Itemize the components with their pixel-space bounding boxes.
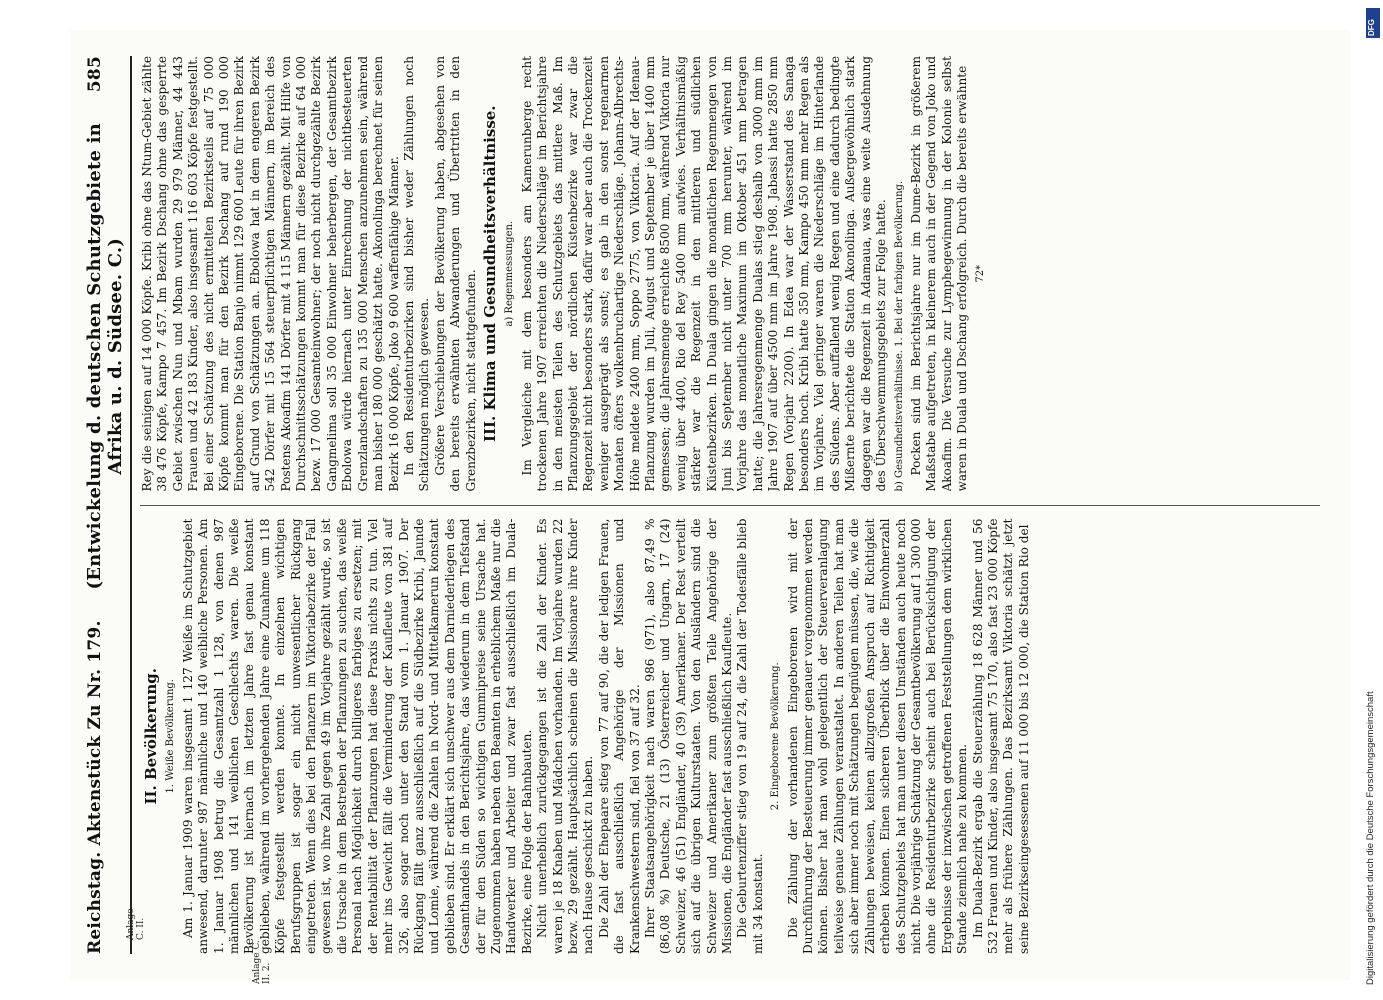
paragraph: Nicht unerheblich zurückgegangen ist die Zahl der Kinder. Es waren je 18 Knaben und Mädchen vorhanden. Im Vorjahre wurden 22 bezw. 29 gezählt. Hauptsächlich scheinen die Missionare ihre Kinder nach Hause geschickt zu haben.: [535, 518, 596, 954]
digitization-credit: [1365, 10, 1379, 990]
paragraph: Die Geburtenziffer stieg von 19 auf 24, die Zahl der Todesfälle blieb mit 34 konstant.: [735, 518, 765, 954]
page-number: 585: [85, 56, 105, 93]
left-column: [140, 506, 1320, 955]
paragraph: Die Zählung der vorhandenen Eingeborenen wird mit der Durchführung der Besteuerung immer genauer vorgenommen werden können. Bisher hat man wohl gelegentlich der Steuerveranlagung teilweise genaue Zählungen veranstaltet. In anderen Teilen hat man sich aber immer noch mit Schätzungen begnügen müssen, die, wie die Zählungen beweisen, keinen allzugroßen Anspruch auf Richtigkeit erheben können. Einen sicheren Überblick über die Einwohnerzahl des Schutzgebiets hat man unter diesen Umständen auch heute noch nicht. Die vorjährige Schätzung der Gesamtbevölkerung auf 1 300 000 ohne die Residenturbezirke scheint auch bei Berücksichtigung der Ergebnisse der inzwischen getroffenen Feststellungen dem wirklichen Stande ziemlich nahe zu kommen.: [785, 518, 970, 954]
section-title-climate: III. Klima und Gesundheitsverhältnisse.: [480, 105, 499, 443]
paragraph: Ihrer Staatsangehörigkeit nach waren 986 (971), also 87,49 % (86,08 %) Deutsche, 21 (13) Österreicher und Ungarn, 17 (24) Schweizer, 46 (51) Engländer, 40 (39) Amerikaner. Der Rest verteilt sich auf die übrigen Kulturstaaten. Von den Ausländern sind die Schweizer und Amerikaner zum größten Teile Angehörige der Missionen, die Engländer fast ausschließlich Kaufleute.: [643, 518, 735, 954]
paragraph: Im Vergleiche mit dem besonders am Kamerunberge recht trockenen Jahre 1907 erreichten die Niederschläge im Berichtsjahre in den meisten Teilen des Schutzgebiets das mittlere Maß. Im Pflanzungsgebiet der nördlichen Küstenbezirke war zwar die Regenzeit nicht besonders stark, dafür war aber auch die Trockenzeit weniger ausgeprägt als sonst; es gab in den sonst regenarmen Monaten öfters wolkenbruchartige Niederschläge. Johann-Albrechts-Höhe meldete 2400 mm, Soppo 2775, von Viktoria. Auf der Idenau-Pflanzung wurden im Juli, August und September je über 1400 mm gemessen; die Jahresmenge erreichte 8500 mm, während Viktoria nur wenig über 4400, Rio del Rey 5400 mm aufwies. Verhältnismäßig stärker war die Regenzeit in den mittleren und südlichen Küstenbezirken. In Duala gingen die monatlichen Regenmengen von Juni bis September nicht unter 700 mm herunter, während im Vorjahre das monatliche Maximum im Oktober 451 mm betragen hatte; die Jahresregenmenge Dualas stieg deshalb von 3000 mm im Jahre 1907 auf über 4500 mm im Jahre 1908. Jabassi hatte 2850 mm Regen (Vorjahr 2200). In Edea war der Wasserstand des Sanaga besonders hoch. Kribi hatte 350 mm, Kampo 450 mm mehr Regen als im Vorjahre. Viel geringer waren die Niederschläge im Hinterlande des Südens. Aber auffallend wenig Regen und eine dadurch bedingte Mißernte berichtete die Station Akonolinga. Außergewöhnlich stark dagegen war die Regenzeit in Adamaua, was eine weite Ausdehnung des Überschwemmungsgebiets zur Folge hatte.: [519, 56, 889, 492]
paragraph: Im Duala-Bezirk ergab die Steuerzählung 18 628 Männer und 56 532 Frauen und Kinder, also insgesamt 75 170, also fast 23 000 Köpfe mehr als frühere Zählungen. Das Bezirksamt Viktoria schätzt jetzt seine Bezirkseingesessenen auf 11 000 bis 12 000, die Station Rio del: [970, 518, 1031, 954]
header-left: Reichstag. Aktenstück Zu Nr. 179.: [85, 620, 105, 954]
scanned-page: [70, 30, 1350, 980]
dfg-logo: DFG: [1366, 8, 1380, 38]
paragraph: In den Residenturbezirken sind bisher weder Zählungen noch Schätzungen möglich gewesen.: [401, 56, 432, 492]
margin-note-2: Anlage C. II. 2.: [252, 940, 272, 984]
paragraph: Größere Verschiebungen der Bevölkerung haben, abgesehen von den bereits erwähnten Abwanderungen und Übertritten in den Grenzbezirken, nicht stattgefunden.: [432, 56, 478, 492]
header-center: (Entwickelung d. deutschen Schutzgebiete in Afrika u. d. Südsee. C.): [84, 123, 126, 590]
subheading-health: b) Gesundheitsverhältnisse. 1. Bei der farbigen Bevölkerung.: [893, 180, 905, 492]
subheading-white-population: 1. Weiße Bevölkerung.: [165, 679, 177, 794]
paragraph: Rey die seinigen auf 14 000 Köpfe. Kribi ohne das Ntum-Gebiet zählte 38 476 Köpfe, Kampo 7 457. Im Bezirk Dschang ohne das gesperrte Gebiet zwischen Nun und Mbam wurden 29 979 Männer, 44 443 Frauen und 42 183 Kinder, also insgesamt 116 603 Köpfe festgestellt. Bei einer Schätzung des nicht ermittelten Bezirksteils auf 75 000 Köpfe kommt man für den Bezirk Dschang auf rund 190 000 Eingeborene. Die Station Banjo nimmt 129 600 Leute für ihren Bezirk auf Grund von Schätzungen an. Ebolowa hat in dem engeren Bezirk 542 Dörfer mit 15 564 steuerpflichtigen Männern, im Bereich des Postens Akoafim 141 Dörfer mit 4 115 Männern gezählt. Mit Hilfe von Durchschnittsschätzungen kommt man für diese Bezirke auf 64 000 bezw. 17 000 Gesamteinwohner; der noch nicht durchgezählte Bezirk Gangmelima soll 35 000 Einwohner beherbergen, der Gesamtbezirk Ebolowa würde hiernach unter Einrechnung der nichtbesteuerten Grenzlandschaften zu 135 000 Menschen anzunehmen sein, während man bisher 180 000 geschätzt hatte. Akonolinga berechnet für seinen Bezirk 16 000 Köpfe, Joko 9 600 waffenfähige Männer.: [140, 56, 401, 492]
page-header: [84, 56, 132, 954]
subheading-native-population: 2. Eingeborene Bevölkerung.: [770, 662, 782, 811]
paragraph: Am 1. Januar 1909 waren insgesamt 1 127 Weiße im Schutzgebiet anwesend, darunter 987 männliche und 140 weibliche Personen. Am 1. Januar 1908 betrug die Gesamtzahl 1 128, von denen 987 männlichen und 141 weiblichen Geschlechts waren. Die weiße Bevölkerung ist hiernach im letzten Jahre fast genau konstant geblieben, während im vorhergehenden Jahre eine Zunahme um 118 Köpfe festgestellt werden konnte. In einzelnen wichtigen Berufsgruppen ist sogar ein nicht unwesentlicher Rückgang eingetreten. Wenn dies bei den Pflanzern im Viktoriabezirke der Fall gewesen ist, wo ihre Zahl gegen 49 im Vorjahre gezählt wurde, so ist die Ursache in dem Bestreben der Pflanzungen zu suchen, das weiße Personal nach Möglichkeit durch billigeres farbiges zu ersetzen; mit der Rentabilität der Pflanzungen hat diese Praxis nichts zu tun. Viel mehr ins Gewicht fällt die Verminderung der Kaufleute von 381 auf 326, also sogar noch unter den Stand vom 1. Januar 1907. Der Rückgang fällt ganz ausschließlich auf die Südbezirke Kribi, Jaunde und Lomie, während die Zahlen in Nord- und Mittelkamerun konstant geblieben sind. Er erklärt sich unschwer aus dem Darniederliegen des Gesamthandels in den Berichtsjahre, das wiederum in dem Tiefstand der für den Süden so wichtigen Gummipreise seine Ursache hat. Zugenommen haben neben den Beamten in erheblichem Maße nur die Handwerker und Arbeiter und zwar fast ausschließlich im Duala-Bezirke, eine Folge der Bahnbauten.: [180, 518, 534, 954]
credit-text: Digitalisierung gefördert durch die Deutsche Forschungsgemeinschaft: [1365, 691, 1376, 985]
right-column: [140, 56, 1320, 492]
paragraph: Pocken sind im Berichtsjahre nur im Dume-Bezirk in größerem Maßstabe aufgetreten, in kleinerem auch in der Gegend von Joko und Akoafim. Die Versuche zur Lymphegewinnung in der Kolonie selbst waren in Duala und Dschang erfolgreich. Durch die bereits erwähnte: [908, 56, 970, 492]
margin-note-1: Anlage C. II.: [126, 908, 146, 940]
subheading-rain-measurements: a) Regenmessungen.: [504, 220, 516, 327]
paragraph: Die Zahl der Ehepaare stieg von 77 auf 90, die der ledigen Frauen, die fast ausschließlich Angehörige der Missionen und Krankenschwestern sind, fiel von 37 auf 32.: [596, 518, 642, 954]
section-title-population: II. Bevölkerung.: [142, 668, 160, 805]
signature-mark: 72*: [974, 264, 986, 283]
